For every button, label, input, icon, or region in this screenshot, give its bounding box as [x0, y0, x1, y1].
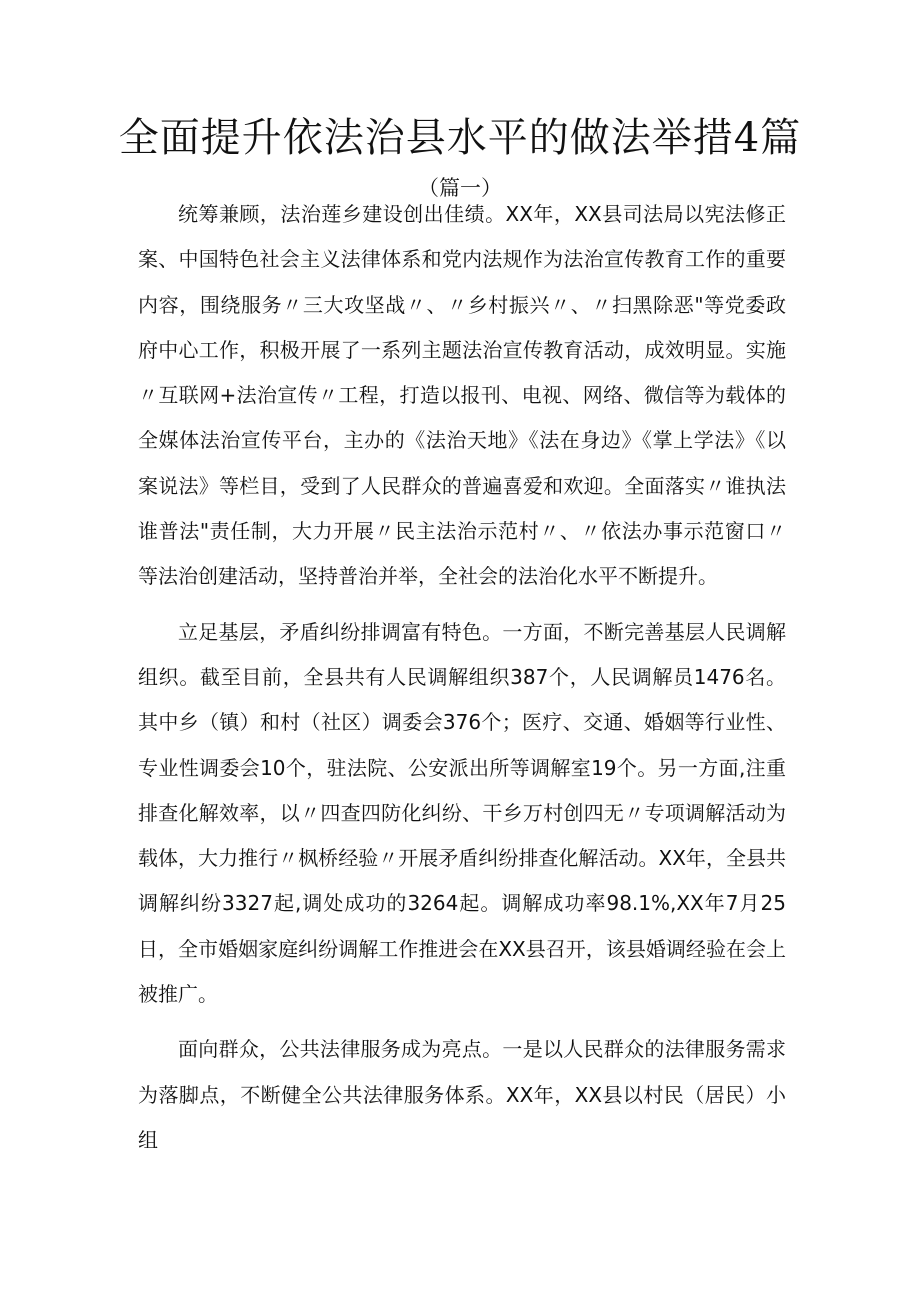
- document-body: [138, 192, 786, 1163]
- document-title: 全面提升依法治县水平的做法举措4篇: [118, 115, 802, 161]
- document-subtitle: （篇一）: [418, 176, 502, 200]
- paragraph-1: 统筹兼顾，法治莲乡建设创出佳绩。XX年，XX县司法局以宪法修正案、中国特色社会主义法律体系和党内法规作为法治宣传教育工作的重要内容，围绕服务〃三大攻坚战〃、〃乡村振兴〃、〃扫黑除恶"等党委政府中心工作，积极开展了一系列主题法治宣传教育活动，成效明显。实施〃互联网+法治宣传〃工程，打造以报刊、电视、网络、微信等为载体的全媒体法治宣传平台，主办的《法治天地》《法在身边》《掌上学法》《以案说法》等栏目，受到了人民群众的普遍喜爱和欢迎。全面落实〃谁执法谁普法"责任制，大力开展〃民主法治示范村〃、〃依法办事示范窗口〃等法治创建活动，坚持普治并举，全社会的法治化水平不断提升。: [138, 202, 786, 589]
- paragraph-2: 立足基层，矛盾纠纷排调富有特色。一方面，不断完善基层人民调解组织。截至目前，全县共有人民调解组织387个，人民调解员1476名。其中乡（镇）和村（社区）调委会376个；医疗、交通、婚姻等行业性、专业性调委会10个，驻法院、公安派出所等调解室19个。另一方面,注重排查化解效率，以〃四查四防化纠纷、干乡万村创四无〃专项调解活动为载体，大力推行〃枫桥经验〃开展矛盾纠纷排查化解活动。XX年，全县共调解纠纷3327起,调处成功的3264起。调解成功率98.1%,XX年7月25日，全市婚姻家庭纠纷调解工作推进会在XX县召开，该县婚调经验在会上被推广。: [138, 619, 786, 1007]
- paragraph-3: 面向群众，公共法律服务成为亮点。一是以人民群众的法律服务需求为落脚点，不断健全公共法律服务体系。XX年，XX县以村民（居民）小组: [138, 1037, 786, 1152]
